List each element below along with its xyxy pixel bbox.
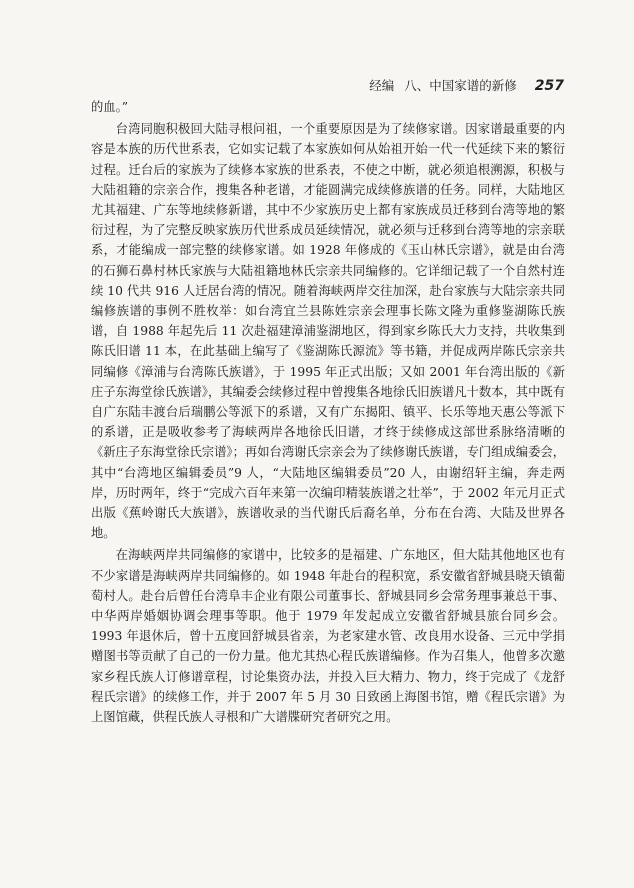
body-text [91,97,565,727]
paragraph-genealogy-reunion: 台湾同胞积极回大陆寻根问祖，一个重要原因是为了续修家谱。因家谱最重要的内容是本族的历代世系表，它如实记载了本家族如何从始祖开始一代一代延续下来的繁衍过程。迁台后的家族为了续修本家族的世系表，不使之中断，就必须追根溯源，积极与大陆祖籍的宗亲合作，搜集各种老谱，才能圆满完成续修族谱的任务。同样，大陆地区尤其福建、广东等地续修新谱，其中不少家族历史上都有家族成员迁移到台湾等地的繁衍过程，为了完整反映家族历代世系成员延续情况，就必须与迁移到台湾等地的宗亲联系，才能编成一部完整的续修家谱。如 1928 年修成的《玉山林氏宗谱》，就是由台湾的石狮石鼻村林氏家族与大陆祖籍地林氏宗亲共同编修的。它详细记载了一个自然村连续 10 代共 916 人迁居台湾的情况。随着海峡两岸交往加深，赴台家族与大陆宗亲共同编修族谱的事例不胜枚举：如台湾宜兰县陈姓宗亲会理事长陈文隆为重修鉴湖陈氏族谱，自 1988 年起先后 11 次赴福建漳浦鉴湖地区，得到家乡陈氏大力支持，共收集到陈氏旧谱 11 本，在此基础上编写了《鉴湖陈氏源流》等书籍，并促成两岸陈氏宗亲共同编修《漳浦与台湾陈氏族谱》，于 1995 年正式出版；又如 2001 年台湾出版的《新庄子东海堂徐氏族谱》，其编委会续修过程中曾搜集各地徐氏旧族谱凡十数本，其中既有自广东陆丰渡台后瑞鹏公等派下的系谱，又有广东揭阳、镇平、长乐等地天惠公等派下的系谱，正是吸收参考了海峡两岸各地徐氏旧谱，才终于续修成这部世系脉络清晰的《新庄子东海堂徐氏宗谱》；再如台湾谢氏宗亲会为了续修谢氏族谱，专门组成编委会，其中“台湾地区编辑委员”9 人，“大陆地区编辑委员”20 人，由谢绍轩主编，奔走两岸，历时两年，终于“完成六百年来第一次编印精装族谱之壮举”，于 2002 年元月正式出版《蕉岭谢氏大族谱》，族谱收录的当代谢氏后裔名单，分布在台湾、大陆及世界各地。 [91,122,565,541]
paragraph-continuation: 的血。” [91,100,129,114]
header-chapter: 八、中国家谱的新修 [404,78,517,93]
paragraph-cross-strait-examples: 在海峡两岸共同编修的家谱中，比较多的是福建、广东地区，但大陆其他地区也有不少家谱是海峡两岸共同编修的。如 1948 年赴台的程积宽，系安徽省舒城县晓天镇葡萄村人。赴台后曾任台湾阜丰企业有限公司董事长、舒城县同乡会常务理事兼总干事、中华两岸婚姻协调会理事等职。他于 1979 年发起成立安徽省舒城县旅台同乡会。1993 年退休后，曾十五度回舒城县省亲，为老家建水管、改良用水设备、三元中学捐赠图书等贡献了自己的一份力量。他尤其热心程氏族谱编修。作为召集人，他曾多次邀家乡程氏族人订修谱章程，讨论集资办法，并投入巨大精力、物力，终于完成了《龙舒程氏宗谱》的续修工作，并于 2007 年 5 月 30 日致函上海图书馆，赠《程氏宗谱》为上图馆藏，供程氏族人寻根和广大谱牒研究者研究之用。 [91,548,565,725]
running-header [369,76,564,94]
header-section: 经编 [369,78,395,93]
page-number: 257 [534,78,564,94]
